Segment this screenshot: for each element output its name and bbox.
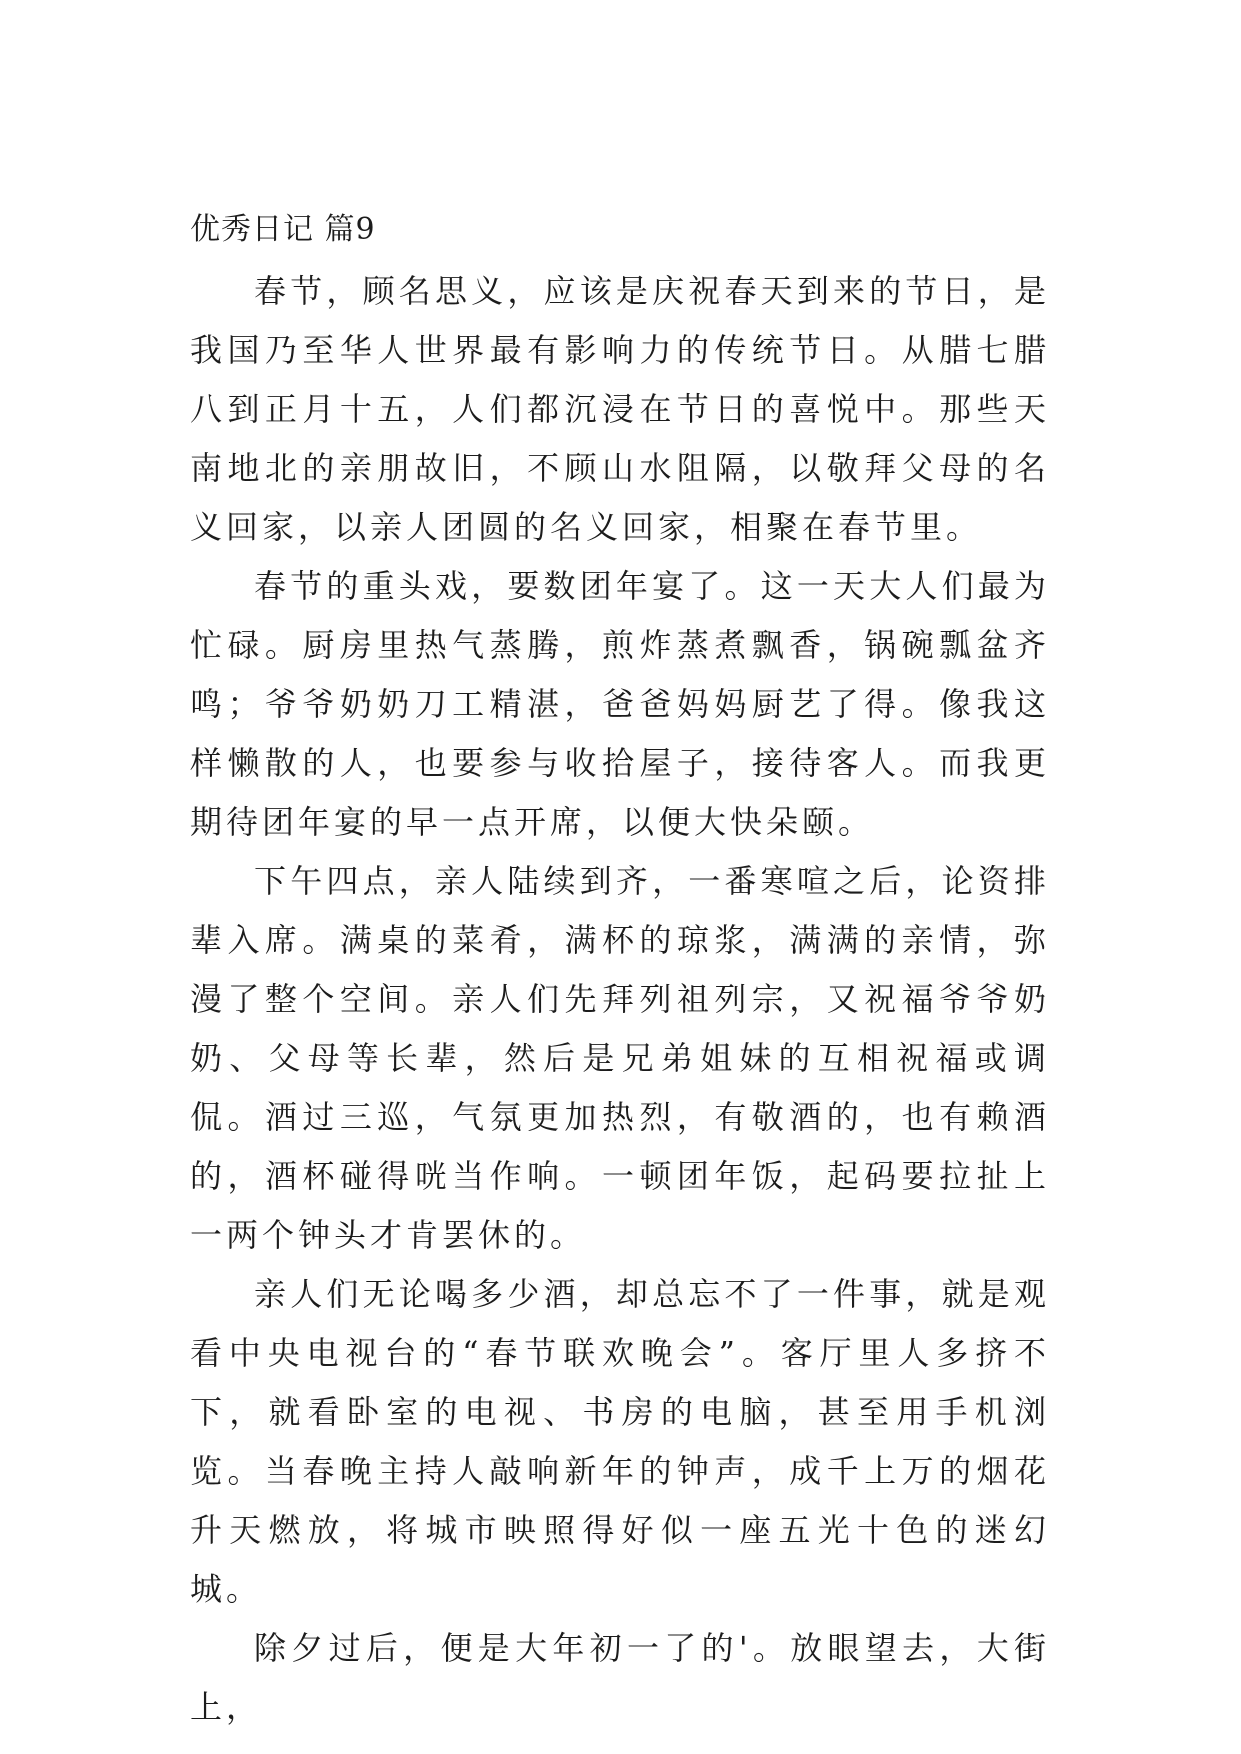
paragraph-4: 亲人们无论喝多少酒，却总忘不了一件事，就是观看中央电视台的“春节联欢晚会”。客厅里人多挤不下，就看卧室的电视、书房的电脑，甚至用手机浏览。当春晚主持人敲响新年的钟声，成千上万的烟花升天燃放，将城市映照得好似一座五光十色的迷幻城。 bbox=[190, 1275, 1050, 1608]
paragraph-5: 除夕过后，便是大年初一了的'。放眼望去，大街上， bbox=[190, 1629, 1050, 1726]
paragraph-2: 春节的重头戏，要数团年宴了。这一天大人们最为忙碌。厨房里热气蒸腾，煎炸蒸煮飘香，锅碗瓢盆齐鸣；爷爷奶奶刀工精湛，爸爸妈妈厨艺了得。像我这样懒散的人，也要参与收拾屋子，接待客人。而我更期待团年宴的早一点开席，以便大快朵颐。 bbox=[190, 567, 1050, 841]
paragraph-1: 春节，顾名思义，应该是庆祝春天到来的节日，是我国乃至华人世界最有影响力的传统节日。从腊七腊八到正月十五，人们都沉浸在节日的喜悦中。那些天南地北的亲朋故旧，不顾山水阻隔，以敬拜父母的名义回家，以亲人团圆的名义回家，相聚在春节里。 bbox=[190, 272, 1050, 546]
document-body bbox=[190, 210, 1050, 1737]
paragraph-3: 下午四点，亲人陆续到齐，一番寒喧之后，论资排辈入席。满桌的菜肴，满杯的琼浆，满满的亲情，弥漫了整个空间。亲人们先拜列祖列宗，又祝福爷爷奶奶、父母等长辈，然后是兄弟姐妹的互相祝福或调侃。酒过三巡，气氛更加热烈，有敬酒的，也有赖酒的，酒杯碰得咣当作响。一顿团年饭，起码要拉扯上一两个钟头才肯罢休的。 bbox=[190, 862, 1050, 1254]
document-title: 优秀日记 篇9 bbox=[190, 212, 376, 247]
